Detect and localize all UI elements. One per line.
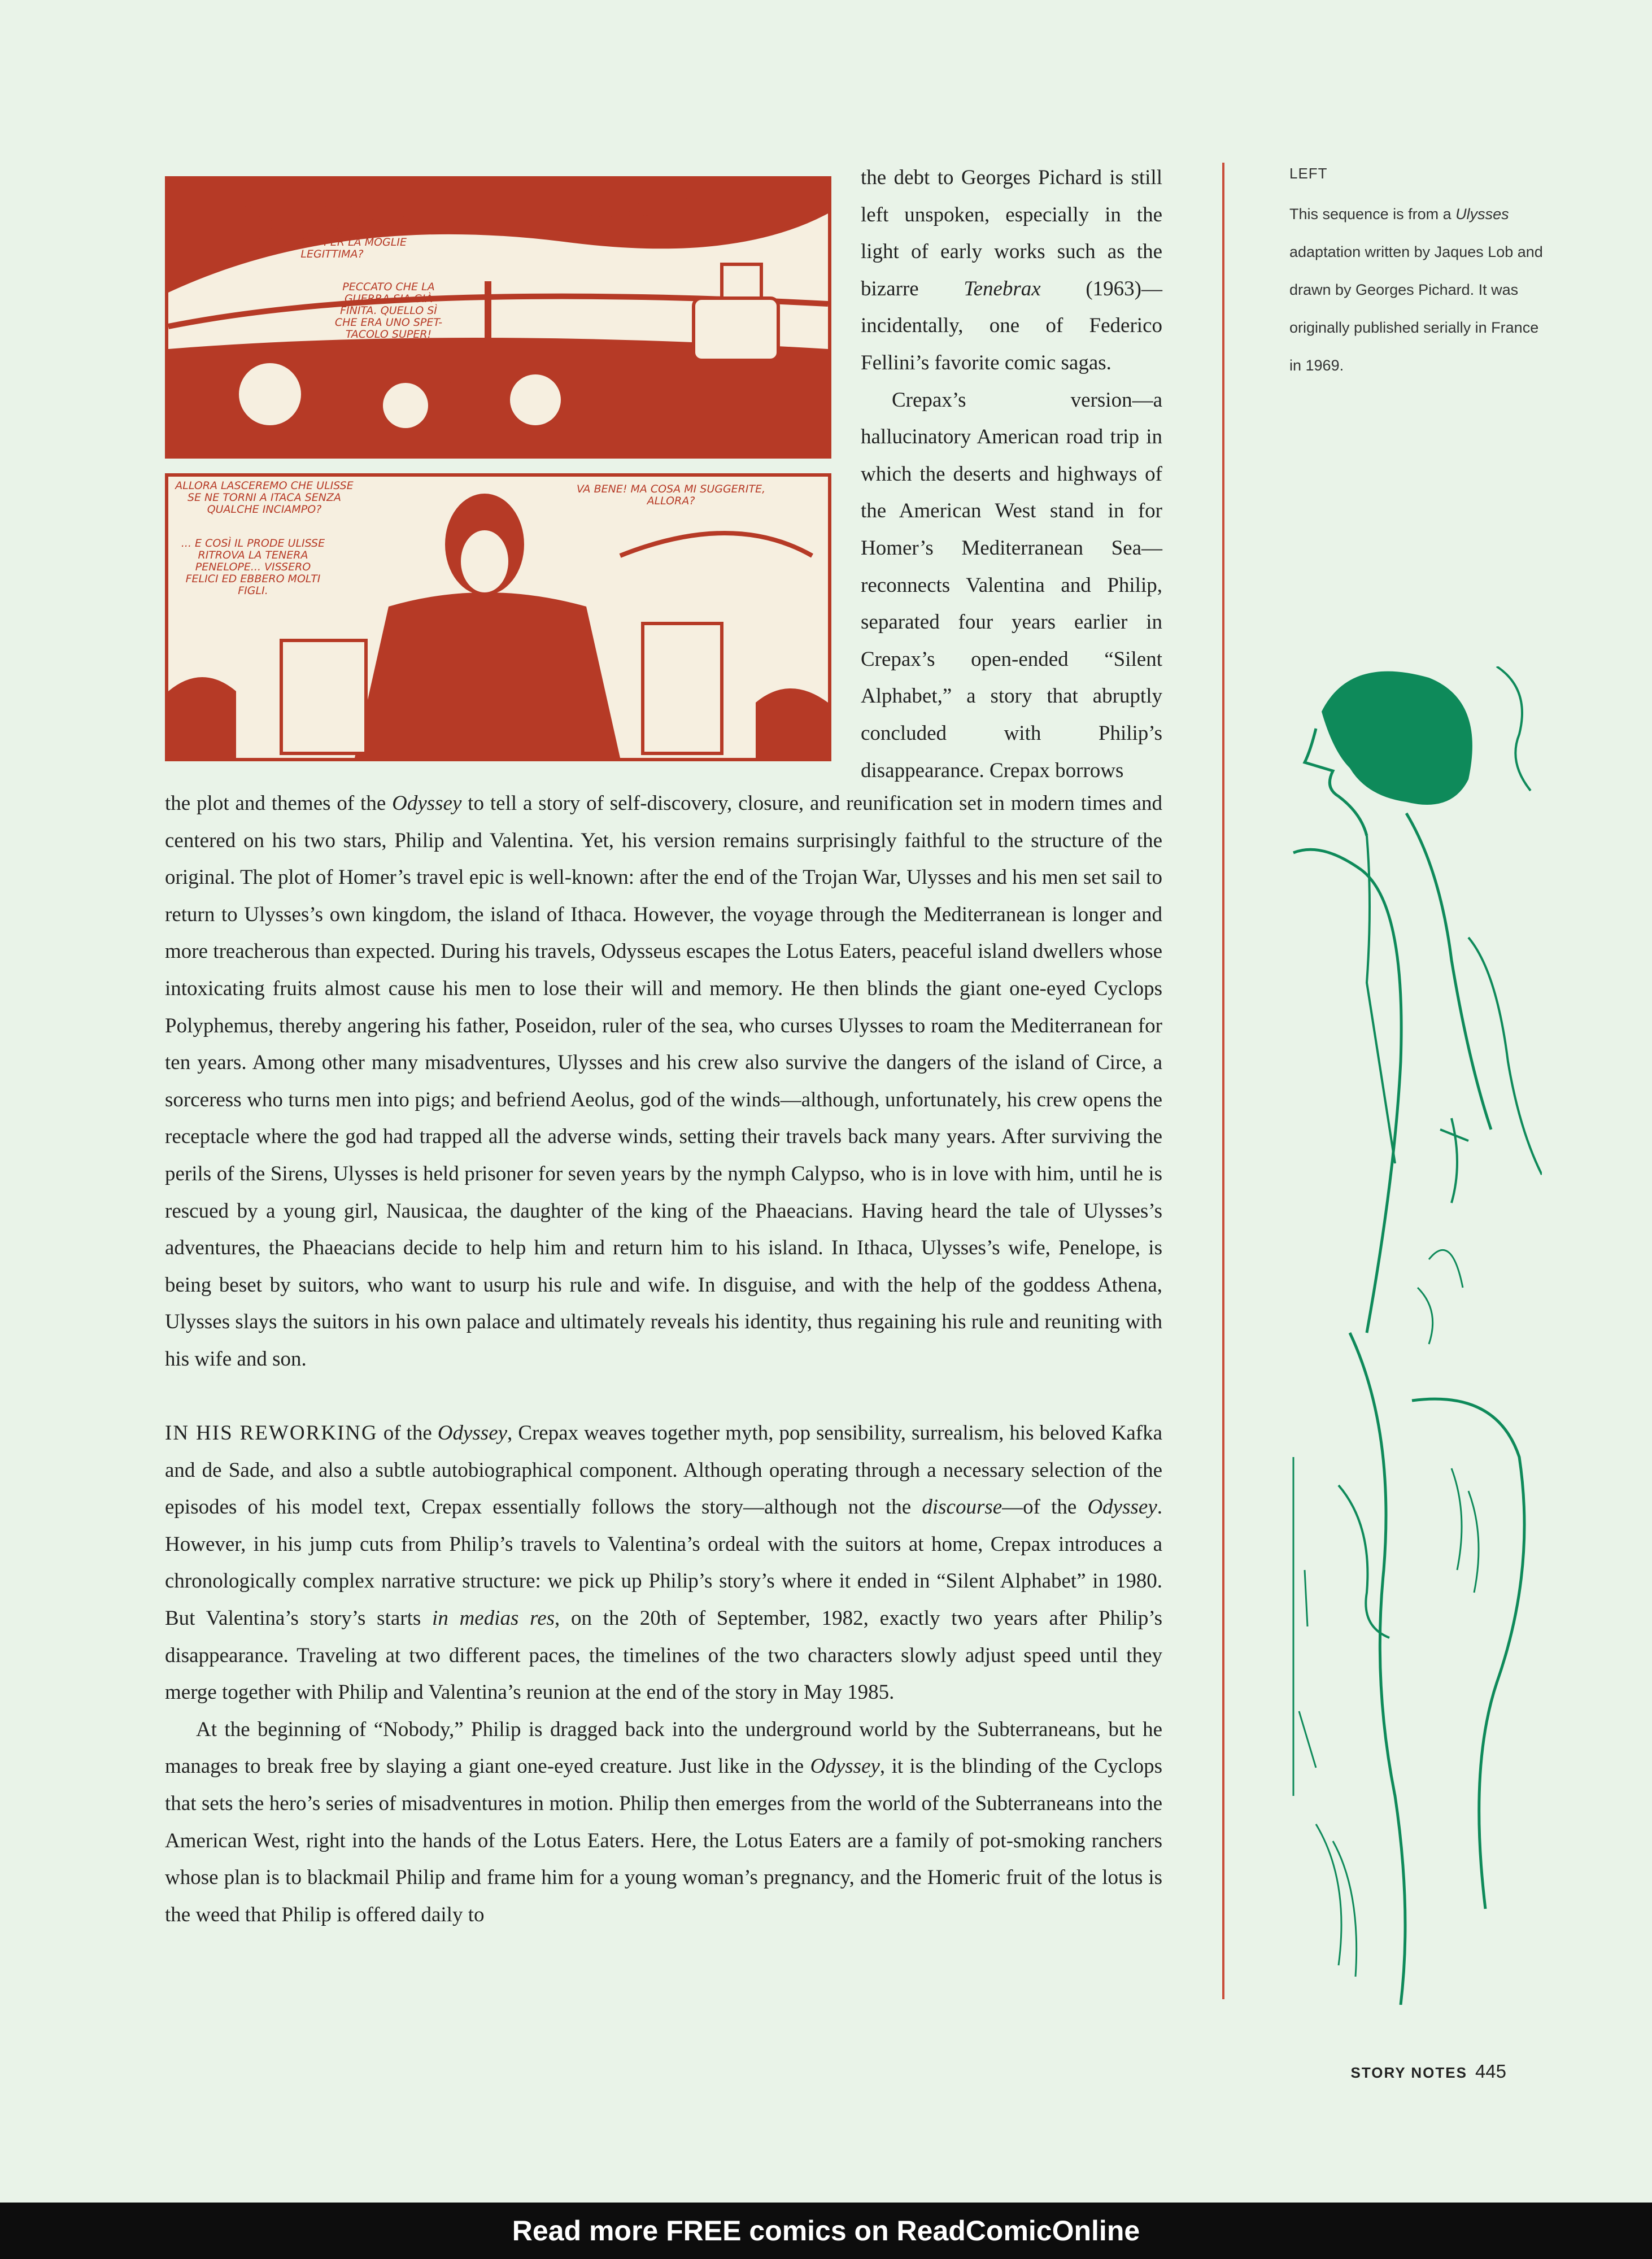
panel-2-balloon-c: VA BENE! MA COSA MI SUGGERITE, ALLORA? — [576, 483, 766, 507]
text-span: , it is the blinding of the Cyclops that sets the hero’s series of misadventures in motion. Philip then emerges from the world of the Subterraneans into the American West, right into the hands of the Lotus Eaters. Here, the Lotus Eaters are a family of pot-smoking ranchers whose plan is to blackmail Philip and frame him for a young woman’s pregnancy, and the Homeric fruit of the lotus is the weed that Philip is offered daily to — [165, 1755, 1162, 1926]
valentina-illustration — [1282, 666, 1542, 2005]
paragraph-narrow-1 — [861, 159, 1162, 382]
page-number: 445 — [1475, 2061, 1506, 2082]
full-column-text — [165, 785, 1162, 1933]
text-span: to tell a story of self-discovery, closure, and reunification set in modern times and centered on his two stars, Philip and Valentina. Yet, his version remains surprisingly faithful to the structure of the original. The plot of Homer’s travel epic is well-known: after the end of the Trojan War, Ulysses and his men set sail to return to Ulysses’s own kingdom, the island of Ithaca. However, the voyage through the Mediterranean is longer and more treacherous than expected. During his travels, Odysseus escapes the Lotus Eaters, peaceful island dwellers whose intoxicating fruits almost cause his men to lose their will and memory. He then blinds the giant one-eyed Cyclops Polyphemus, thereby angering his father, Poseidon, ruler of the sea, who curses Ulysses to roam the Mediterranean for ten years. Among other many misadventures, Ulysses and his crew also survive the dangers of the island of Circe, a sorceress who turns men into pigs; and befriend Aeolus, god of the winds—although, unfortunately, his crew opens the receptacle where the god had trapped all the adverse winds, setting their travels back many years. After surviving the perils of the Sirens, Ulysses is held prisoner for seven years by the nymph Calypso, who is in love with him, until he is rescued by a young girl, Nausicaa, the daughter of the king of the Phaeacians. Having heard the tale of Ulysses’s adventures, the Phaeacians decide to help him and return him to his island. In Ithaca, Ulysses’s wife, Penelope, is being beset by suitors, who want to usurp his rule and wife. In disguise, and with the help of the goddess Athena, Ulysses slays the suitors in his own palace and ultimately reveals his identity, thus regaining his rule and reuniting with his wife and son. — [165, 792, 1163, 1371]
panel-1-caption: DI QUI ESSI SEGUONO I MORTALI IN DIRETTA PER MEZZO D'UN TELECRONSCOPE. — [564, 184, 777, 220]
text-span: , Crepax weaves together myth, pop sensibility, surrealism, his beloved Kafka and de Sade, and also a subtle autobiographical component. Although operating through a necessary selection of the episodes of his model text, Crepax essentially follows the story—although not the — [165, 1421, 1163, 1519]
caption-heading: LEFT — [1289, 165, 1328, 182]
text-span: At the beginning of “Nobody,” Philip is dragged back into the underground world by the Subterraneans, but he manages to break free by slaying a giant one-eyed creature. Just like in the — [165, 1717, 1162, 1778]
caption-text — [1289, 195, 1544, 385]
text-span: the plot and themes of the — [165, 792, 386, 815]
text-span: . However, in his jump cuts from Philip’s travels to Valentina’s ordeal with the suitors at home, Crepax introduces a chronologically complex narrative structure: we pick up Philip’s story’s where it ended in “Silent Alphabet” in 1980. But Valentina’s story’s starts — [165, 1495, 1162, 1630]
text-span: —of the — [1002, 1495, 1077, 1519]
text-span: , on the 20th of September, 1982, exactly two years after Philip’s disappearance. Traveling at two different paces, the timelines of the two characters slowly adjust speed until they merge together with Philip and Valentina’s reunion at the end of the story in May 1985. — [165, 1607, 1162, 1704]
page-folio — [1350, 2061, 1506, 2082]
paragraph-continued — [165, 785, 1162, 1378]
paragraph-reworking — [165, 1415, 1162, 1711]
paragraph-narrow-2: Crepax’s version—a hallucinatory American road trip in which the deserts and highways of the American West stand in for Homer’s Mediterranean Sea—reconnects Valentina and Philip, separated four years earlier in Crepax’s open-ended “Silent Alphabet,” a story that abruptly concluded with Philip’s disappearance. Crepax borrows — [861, 388, 1162, 782]
folio-label: STORY NOTES — [1350, 2064, 1467, 2081]
lead-in-caps: IN HIS REWORKING — [165, 1421, 378, 1445]
comic-panel-2 — [165, 473, 831, 761]
title-italic: Odyssey — [437, 1421, 508, 1445]
promo-banner[interactable]: Read more FREE comics on ReadComicOnline — [0, 2203, 1652, 2259]
text-span: (1963)—incidentally, one of Federico Fellini’s favorite comic sagas. — [861, 277, 1162, 374]
panel-2-artwork — [168, 477, 828, 758]
text-span: the debt to Georges Pichard is still left unspoken, especially in the light of early works such as the bizarre — [861, 166, 1162, 300]
term-italic: discourse — [922, 1495, 1002, 1519]
text-span: This sequence is from a — [1289, 206, 1452, 223]
column-divider — [1222, 163, 1224, 1999]
title-italic: Odyssey — [392, 792, 462, 815]
panel-1-balloon-a: MA NON HAI PROPRIO NIENTE DI MEGLIO DA FARCI VEDERE, O GIOVE, CHE ULISSE TUTTO SOSPIROSO PER LA MOGLIE LEGITTIMA? — [244, 200, 420, 260]
narrow-column-text — [861, 159, 1162, 789]
title-italic: Ulysses — [1455, 206, 1509, 223]
text-span: of the — [383, 1421, 432, 1445]
text-span: adaptation written by Jaques Lob and drawn by Georges Pichard. It was originally published serially in France in 1969. — [1289, 243, 1543, 374]
title-italic: Odyssey — [1087, 1495, 1157, 1519]
panel-2-balloon-a: ALLORA LASCEREMO CHE ULISSE SE NE TORNI A ITACA SENZA QUALCHE INCIAMPO? — [175, 479, 354, 516]
title-italic: Tenebrax — [964, 277, 1041, 300]
term-italic: in medias res — [432, 1607, 555, 1630]
panel-1-balloon-b: PECCATO CHE LA GUERRA SIA GIÀ FINITA. QUELLO SÌ CHE ERA UNO SPET-TACOLO SUPER! — [334, 281, 443, 341]
title-italic: Odyssey — [810, 1755, 880, 1778]
comic-panel-1 — [165, 176, 831, 459]
panel-2-balloon-b: ... E COSÌ IL PRODE ULISSE RITROVA LA TENERA PENELOPE... VISSERO FELICI ED EBBERO MOLTI FIGLI. — [181, 537, 325, 597]
paragraph-nobody — [165, 1711, 1162, 1934]
